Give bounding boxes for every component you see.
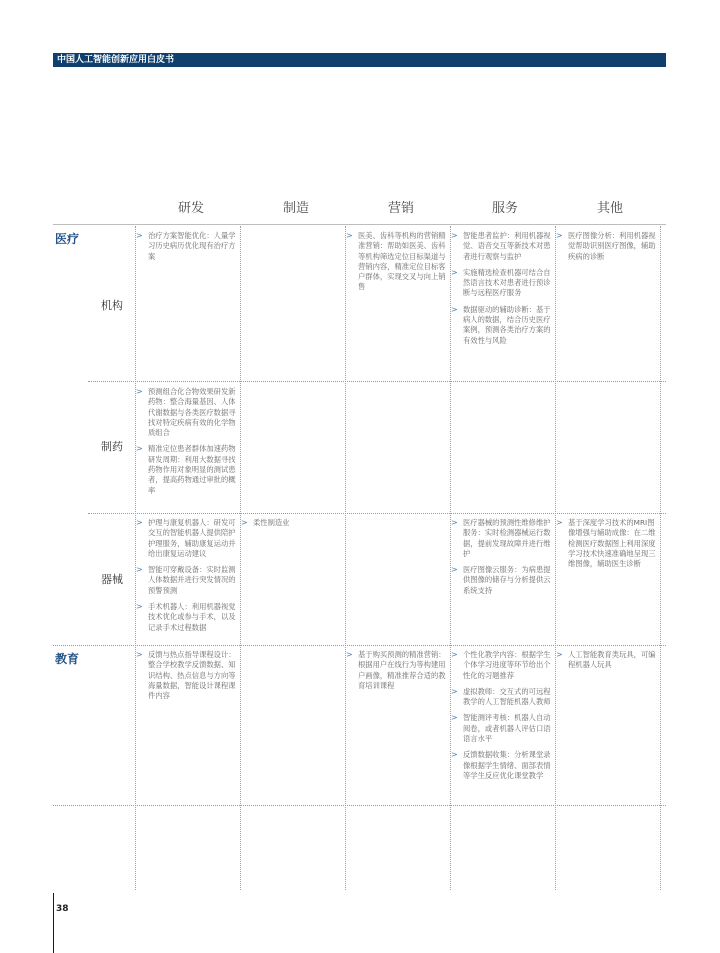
subsector-device: 器械 <box>101 573 123 586</box>
page-number: 38 <box>56 904 69 914</box>
cell-device-other <box>556 518 658 575</box>
list-item: > 医疗图像分析：利用机器视觉帮助识别医疗图像，辅助疾病的诊断 <box>556 231 656 261</box>
row-divider <box>53 805 666 806</box>
list-item: > 医疗图像云服务：为病患提供图像的储存与分析提供云系统支持 <box>451 565 551 595</box>
list-item: > 医美、齿科等机构的营销精准营销：帮助如医美、齿科等机构筛选定位目标渠道与营销内容，精准定位目标客户群体，实现交叉与向上销售 <box>346 231 446 292</box>
column-divider <box>345 226 346 890</box>
row-divider <box>53 645 666 646</box>
column-divider <box>660 226 661 890</box>
list-item: > 基于深度学习技术的MRI图像增强与辅助成像：在二维检测医疗数据图上利用深度学习技术快速准确地呈现三维图像，辅助医生诊断 <box>556 518 656 569</box>
list-item: > 反馈与热点指导课程设计：整合学校教学反馈数据、知识结构、热点信息与方向等海量数据，智能设计课程课件内容 <box>136 650 236 701</box>
list-item: > 治疗方案智能优化：人量学习历史病历优化现有治疗方案 <box>136 231 236 261</box>
list-item: > 数据驱动的辅助诊断：基于病人的数据，结合历史医疗案例，预测各类治疗方案的有效性与风险 <box>451 304 551 345</box>
cell-education-research <box>136 650 236 707</box>
list-item: > 智能可穿戴设备：实时监测人体数据并进行突发情况的预警预测 <box>136 565 236 595</box>
cell-education-other <box>556 650 658 677</box>
cell-education-marketing <box>346 650 446 697</box>
header-title: 中国人工智能创新应用白皮书 <box>57 55 175 65</box>
column-divider <box>240 226 241 890</box>
list-item: > 预测组合化合物效果研发新药物：整合海量基因、人体代谢数据与各类医疗数据寻找对特定疾病有效的化学物质组合 <box>136 387 236 438</box>
list-item: > 个性化教学内容：根据学生个体学习进度等环节给出个性化的习题推荐 <box>451 650 551 680</box>
cell-institution-marketing <box>346 231 446 299</box>
list-item: > 虚拟教师：交互式的可远程教学的人工智能机器人教师 <box>451 686 551 707</box>
column-header-marketing: 营销 <box>387 201 414 216</box>
cell-device-research <box>136 518 236 639</box>
sector-education: 教育 <box>55 652 80 666</box>
column-header-other: 其他 <box>596 201 623 216</box>
cell-pharma-research <box>136 387 236 502</box>
cell-institution-service <box>451 231 551 352</box>
list-item: > 柔性制造业 <box>241 518 290 527</box>
list-item: > 人工智能教育类玩具，可编程机器人玩具 <box>556 650 656 670</box>
list-item: > 护理与康复机器人：研发可交互的智能机器人提供陪护护理服务，辅助康复运动并给出康复运动建议 <box>136 518 236 558</box>
cell-education-service <box>451 650 551 787</box>
column-header-service: 服务 <box>491 201 518 216</box>
cell-institution-other <box>556 231 658 268</box>
list-item: > 智能患者监护：利用机器视觉、语音交互等新技术对患者进行观察与监护 <box>451 231 551 261</box>
page-margin-line <box>53 893 54 953</box>
cell-institution-research <box>136 231 236 268</box>
list-item: > 反馈数据收集：分析课堂录像根据学生情绪、面部表情等学生反应优化课堂教学 <box>451 750 551 780</box>
header-bar <box>53 53 666 67</box>
column-header-research: 研发 <box>177 201 204 216</box>
list-item: > 手术机器人：利用机器视觉技术优化或参与手术，以及记录手术过程数据 <box>136 602 236 632</box>
list-item: > 基于购买预测的精准营销：根据用户在线行为等构建用户画像，精准推荐合适的教育培训课程 <box>346 650 446 690</box>
row-divider <box>88 381 666 382</box>
column-header-manufacturing: 制造 <box>282 201 309 216</box>
list-item: > 实施精选检查机器可结合自然语言技术对患者进行预诊断与远程医疗服务 <box>451 267 551 298</box>
list-item: > 精准定位患者群体加速药物研发周期：利用大数据寻找药物作用对象明显的测试患者，提高药物通过审批的概率 <box>136 444 236 495</box>
cell-device-manufacturing <box>241 518 341 534</box>
subsector-pharma: 制药 <box>101 440 123 453</box>
sector-medical: 医疗 <box>55 232 80 246</box>
list-item: > 智能测评考核：机器人自动阅卷，或者机器人评估口语语言水平 <box>451 713 551 744</box>
list-item: > 医疗器械的预测性维修维护服务：实时检测器械运行数据，提前发现故障并进行维护 <box>451 518 551 558</box>
row-divider <box>88 513 666 514</box>
cell-device-service <box>451 518 551 602</box>
subsector-institution: 机构 <box>101 299 123 312</box>
header-divider <box>53 224 666 225</box>
